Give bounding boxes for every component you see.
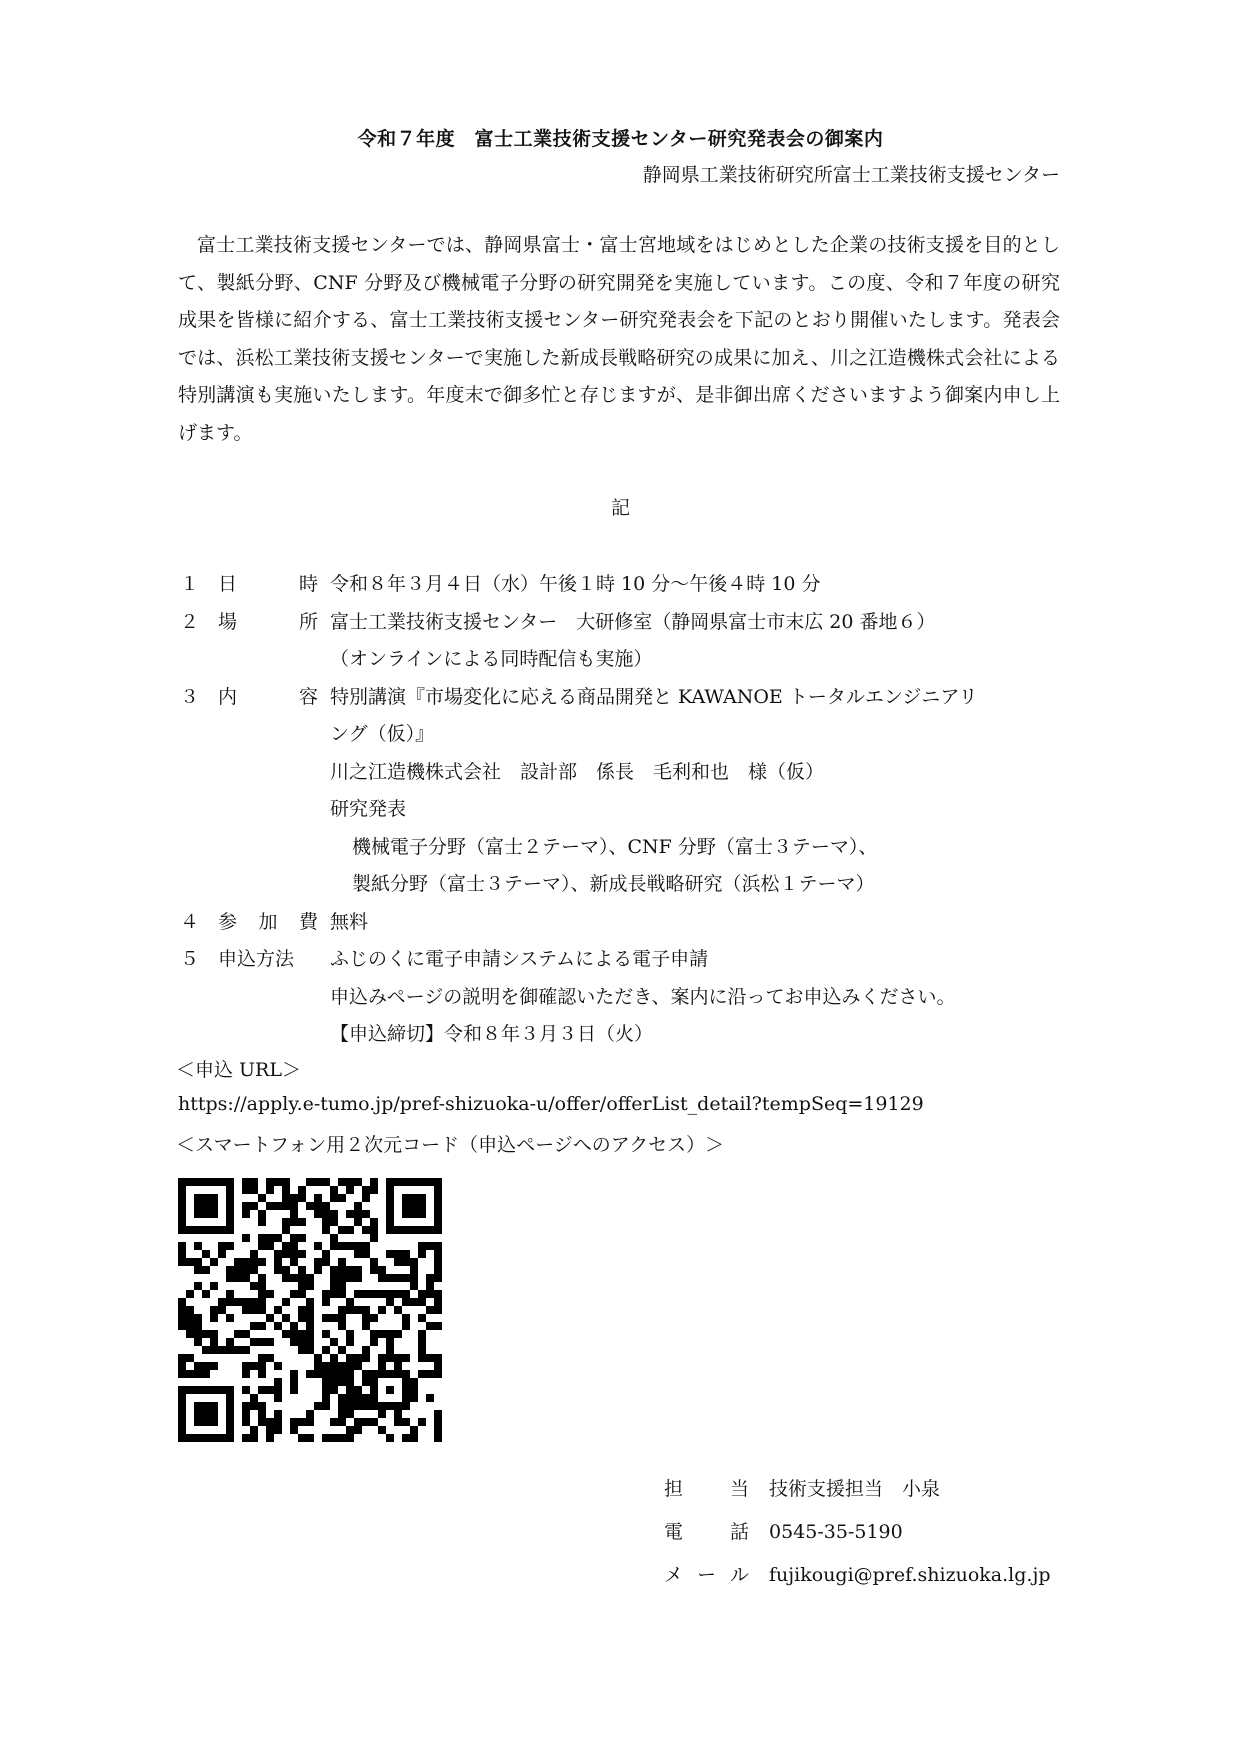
item-date <box>180 566 1060 604</box>
item-apply <box>180 941 1060 1054</box>
contact-label: メ ー ル <box>664 1564 749 1586</box>
item-number: ５ <box>180 948 200 970</box>
item-number: ２ <box>180 610 200 633</box>
intro-paragraph <box>178 227 1060 452</box>
contact-label: 担 当 <box>664 1478 749 1500</box>
item-place <box>180 604 1060 679</box>
event-details <box>180 566 1060 1054</box>
contact-person <box>664 1468 1051 1511</box>
contact-person-value: 技術支援担当 小泉 <box>769 1478 941 1500</box>
item-value: 富士工業技術支援センター 大研修室（静岡県富士市末広 20 番地６） （オンラインによる同時配信も実施） <box>330 610 936 670</box>
ki-heading: 記 <box>610 497 630 519</box>
item-number: ３ <box>180 685 200 708</box>
item-label: 内 容 <box>218 685 318 708</box>
item-value: ふじのくに電子申請システムによる電子申請 申込みページの説明を御確認いただき、案内に沿ってお申込みください。 【申込締切】令和８年３月３日（火） <box>330 948 956 1045</box>
organization-name: 静岡県工業技術研究所富士工業技術支援センター <box>642 164 1060 186</box>
contact-phone <box>664 1511 1051 1554</box>
application-url[interactable]: https://apply.e-tumo.jp/pref-shizuoka-u/offer/offerList_detail?tempSeq=19129 <box>178 1093 924 1115</box>
item-label: 日 時 <box>218 573 318 595</box>
contact-label: 電 話 <box>664 1521 749 1543</box>
item-content <box>180 679 1060 904</box>
contact-mail <box>664 1554 1051 1597</box>
item-label: 参 加 費 <box>218 910 318 933</box>
url-label: ＜申込 URL＞ <box>176 1059 301 1081</box>
contact-mail-value[interactable]: fujikougi@pref.shizuoka.lg.jp <box>769 1564 1051 1586</box>
item-value: 特別講演『市場変化に応える商品開発と KAWANOE トータルエンジニアリ ング（仮）』 川之江造機株式会社 設計部 係長 毛利和也 様（仮） 研究発表 機械電子分野（富士２テーマ）、CNF 分野（富士３テーマ）、 製紙分野（富士３テーマ）、新成長戦略研究（浜松１テーマ） <box>330 685 978 895</box>
intro-text: 富士工業技術支援センターでは、静岡県富士・富士宮地域をはじめとした企業の技術支援を目的として、製紙分野、CNF 分野及び機械電子分野の研究開発を実施しています。この度、令和７年度の研究成果を皆様に紹介する、富士工業技術支援センター研究発表会を下記のとおり開催いたします。発表会では、浜松工業技術支援センターで実施した新成長戦略研究の成果に加え、川之江造機株式会社による特別講演も実施いたします。年度末で御多忙と存じますが、是非御出席くださいますよう御案内申し上げます。 <box>178 234 1060 444</box>
item-value: 令和８年３月４日（水）午後１時 10 分〜午後４時 10 分 <box>330 573 821 595</box>
contact-block <box>664 1468 1051 1597</box>
contact-phone-value: 0545-35-5190 <box>769 1521 903 1543</box>
item-label: 場 所 <box>218 610 318 633</box>
qr-code-icon[interactable] <box>178 1178 442 1442</box>
qr-label: ＜スマートフォン用２次元コード（申込ページへのアクセス）＞ <box>176 1134 725 1156</box>
item-number: １ <box>180 573 200 595</box>
item-value: 無料 <box>330 910 369 933</box>
item-number: ４ <box>180 910 200 933</box>
item-fee <box>180 904 1060 942</box>
document-title: 令和７年度 富士工業技術支援センター研究発表会の御案内 <box>357 128 884 150</box>
item-label: 申込方法 <box>218 948 295 970</box>
